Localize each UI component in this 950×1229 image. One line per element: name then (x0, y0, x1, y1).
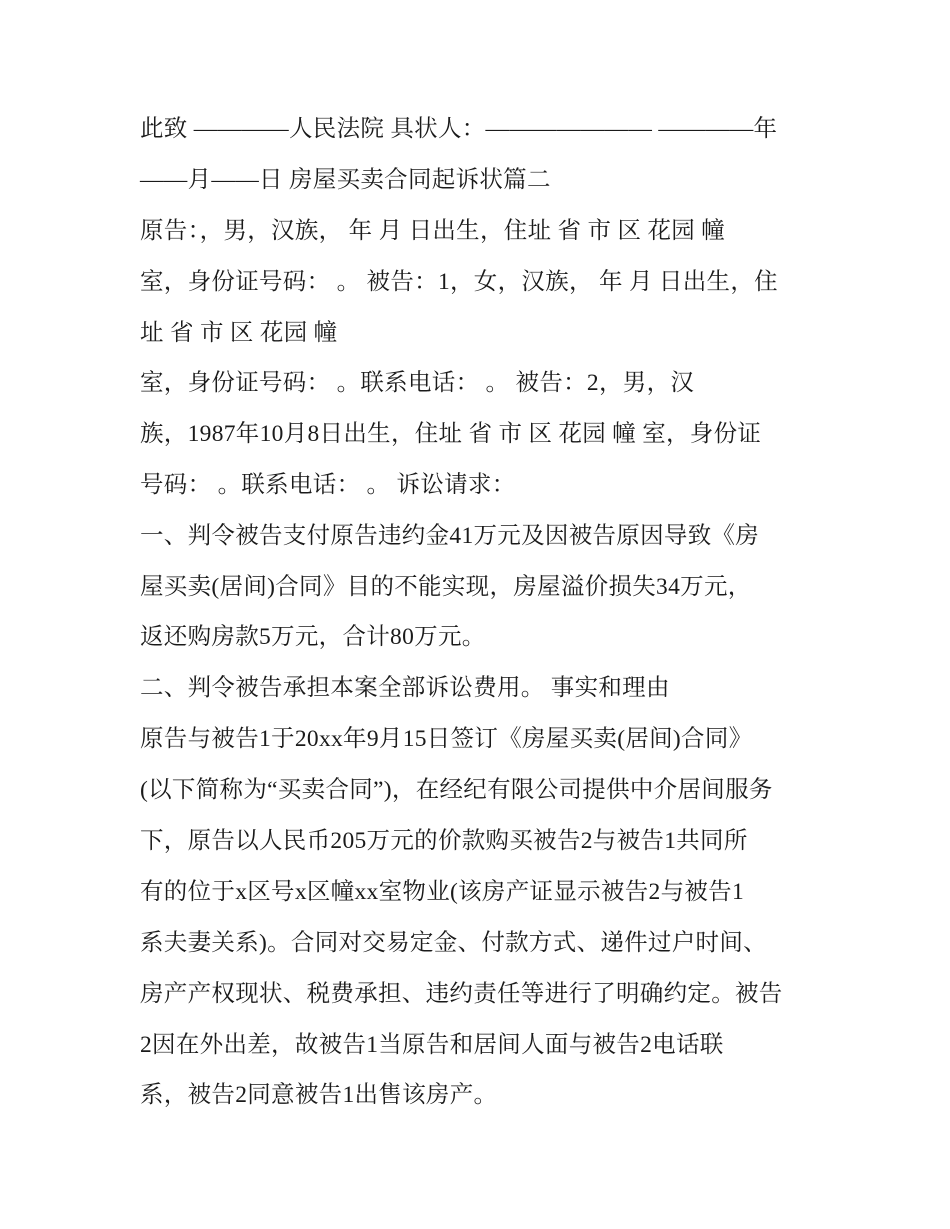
text-line: 址 省 市 区 花园 幢 (140, 320, 338, 346)
text-line: 此致 ————人民法院 具状人：——————— ————年 (140, 116, 778, 142)
text-line: 室，身份证号码： 。联系电话： 。 被告：2，男，汉 (140, 370, 695, 396)
text-line: 原告与被告1于20xx年9月15日签订《房屋买卖(居间)合同》 (140, 726, 753, 752)
text-line: 有的位于x区号x区幢xx室物业(该房产证显示被告2与被告1 (140, 879, 745, 905)
text-line: 2因在外出差，故被告1当原告和居间人面与被告2电话联 (140, 1032, 724, 1058)
text-line: 二、判令被告承担本案全部诉讼费用。 事实和理由 (140, 675, 670, 701)
text-line: 系，被告2同意被告1出售该房产。 (140, 1082, 498, 1108)
text-line: (以下简称为“买卖合同”)，在经纪有限公司提供中介居间服务 (140, 777, 773, 803)
text-line: 原告：，男，汉族， 年 月 日出生，住址 省 市 区 花园 幢 (140, 218, 726, 244)
text-line: 号码： 。联系电话： 。 诉讼请求： (140, 472, 516, 498)
text-line: 下，原告以人民币205万元的价款购买被告2与被告1共同所 (140, 828, 748, 854)
text-line: 屋买卖(居间)合同》目的不能实现，房屋溢价损失34万元， (140, 574, 752, 600)
text-line: 室，身份证号码： 。 被告：1，女，汉族， 年 月 日出生，住 (140, 269, 778, 295)
text-line: 族，1987年10月8日出生，住址 省 市 区 花园 幢 室，身份证 (140, 421, 762, 447)
text-line: 一、判令被告支付原告违约金41万元及因被告原因导致《房 (140, 523, 760, 549)
text-line: 返还购房款5万元，合计80万元。 (140, 624, 486, 650)
text-line: 房产产权现状、税费承担、违约责任等进行了明确约定。被告 (140, 981, 783, 1007)
text-line: ——月——日 房屋买卖合同起诉状篇二 (140, 167, 551, 193)
text-line: 系夫妻关系)。合同对交易定金、付款方式、递件过户时间、 (140, 930, 767, 956)
